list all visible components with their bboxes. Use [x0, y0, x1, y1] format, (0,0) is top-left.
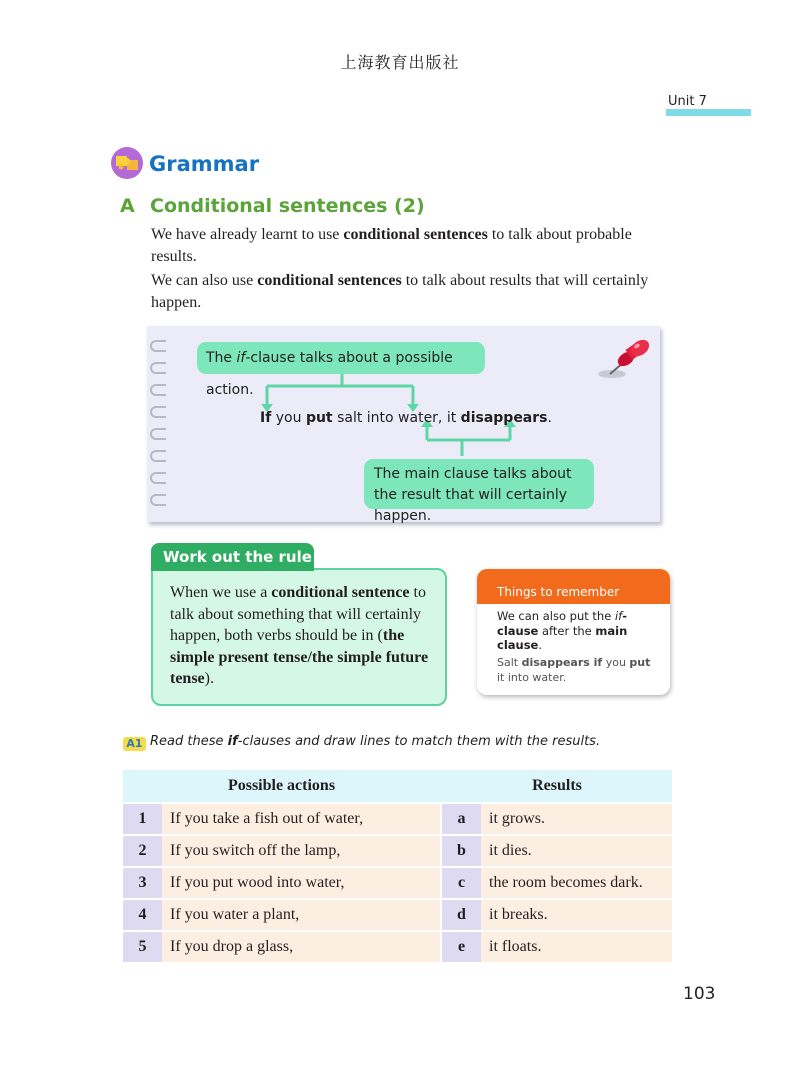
section-letter: A: [120, 195, 135, 217]
matching-table: [123, 768, 672, 964]
section-title: Conditional sentences (2): [150, 195, 425, 217]
binder-ring: [150, 428, 166, 440]
result-letter: d: [442, 900, 481, 930]
intro-paragraph-2: We can also use conditional sentences to talk about results that will certainly happen.: [151, 272, 649, 311]
action-text[interactable]: If you take a fish out of water,: [162, 804, 440, 834]
action-text[interactable]: If you switch off the lamp,: [162, 836, 440, 866]
table-row: [123, 804, 672, 834]
result-letter: b: [442, 836, 481, 866]
binder-ring: [150, 362, 166, 374]
table-row: [123, 868, 672, 898]
remember-example: Salt disappears if you put it into water.: [497, 656, 651, 684]
binder-ring: [150, 406, 166, 418]
result-letter: c: [442, 868, 481, 898]
result-text[interactable]: it floats.: [481, 932, 672, 962]
example-sentence: If you put salt into water, it disappears.: [260, 410, 552, 426]
result-letter: a: [442, 804, 481, 834]
grammar-heading: Grammar: [149, 152, 260, 176]
result-text[interactable]: it breaks.: [481, 900, 672, 930]
col-header-actions: Possible actions: [123, 770, 440, 802]
result-text[interactable]: it grows.: [481, 804, 672, 834]
unit-label: Unit 7: [668, 94, 707, 109]
binder-ring: [150, 384, 166, 396]
result-text[interactable]: the room becomes dark.: [481, 868, 672, 898]
action-number: 2: [123, 836, 162, 866]
binder-ring: [150, 450, 166, 462]
intro-paragraph-1: We have already learnt to use conditional sentences to talk about probable results.: [151, 226, 632, 265]
if-clause-note: The if-clause talks about a possible action.: [197, 342, 485, 374]
exercise-instruction: Read these if-clauses and draw lines to match them with the results.: [150, 734, 601, 749]
binder-ring: [150, 340, 166, 352]
pushpin-icon: [590, 338, 654, 384]
table-row: [123, 836, 672, 866]
action-number: 3: [123, 868, 162, 898]
table-row: [123, 900, 672, 930]
rule-tab-label: Work out the rule: [151, 543, 314, 571]
remember-text: We can also put the if-clause after the main clause.: [497, 609, 628, 652]
action-number: 1: [123, 804, 162, 834]
binder-ring: [150, 472, 166, 484]
action-text[interactable]: If you put wood into water,: [162, 868, 440, 898]
main-clause-note: The main clause talks about the result that will certainly happen.: [364, 459, 594, 509]
rule-text: When we use a conditional sentence to talk about something that will certainly happen, both verbs should be in (the simple present tense/the simple future tense).: [170, 584, 429, 687]
remember-title: Things to remember: [497, 585, 620, 599]
table-row: [123, 932, 672, 962]
exercise-badge: A1: [123, 737, 146, 751]
result-text[interactable]: it dies.: [481, 836, 672, 866]
action-number: 5: [123, 932, 162, 962]
puzzle-icon: [108, 146, 146, 180]
binder-ring: [150, 494, 166, 506]
page-number: 103: [683, 984, 716, 1004]
unit-bar: [666, 109, 751, 116]
publisher-name: 上海教育出版社: [340, 53, 460, 72]
action-number: 4: [123, 900, 162, 930]
table-header-row: [123, 770, 672, 802]
action-text[interactable]: If you drop a glass,: [162, 932, 440, 962]
col-header-results: Results: [442, 770, 672, 802]
action-text[interactable]: If you water a plant,: [162, 900, 440, 930]
result-letter: e: [442, 932, 481, 962]
